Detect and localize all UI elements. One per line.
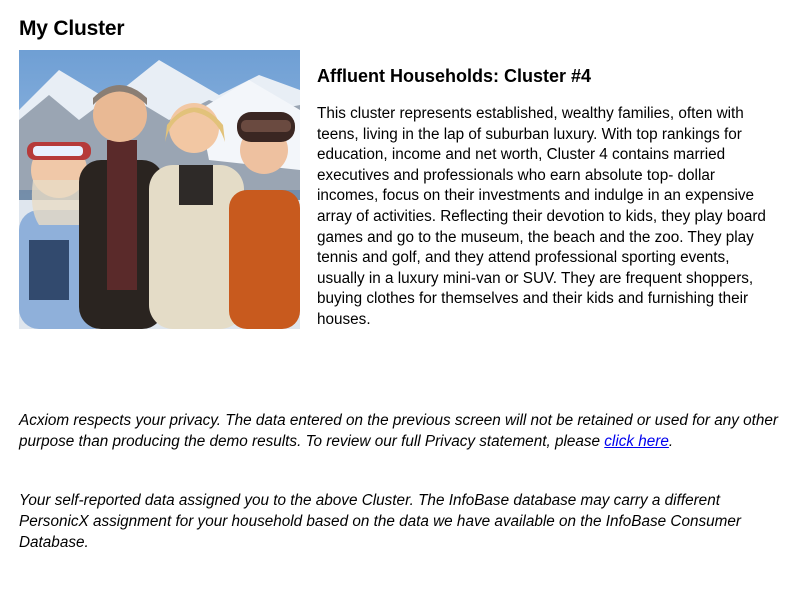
- privacy-notice: [19, 410, 779, 452]
- privacy-text: Acxiom respects your privacy. The data entered on the previous screen will not be retained or used for any other purpose than producing the demo results. To review our full Privacy statement, please: [19, 412, 779, 450]
- family-photo-icon: [19, 50, 300, 329]
- cluster-title: Affluent Households: Cluster #4: [317, 66, 592, 86]
- assignment-notice: Your self-reported data assigned you to the above Cluster. The InfoBase database may carry a different PersonicX assignment for your household based on the data we have available on the InfoBase Consumer Database.: [19, 492, 741, 551]
- privacy-link[interactable]: click here: [604, 433, 669, 450]
- cluster-description: This cluster represents established, wealthy families, often with teens, living in the lap of suburban luxury. With top rankings for education, income and net worth, Cluster 4 contains married executives and professionals who earn absolute top- dollar incomes, focus on their investments and indulge in an expensive array of activities. Reflecting their devotion to kids, they play board games and go to the museum, the beach and the zoo. They play tennis and golf, and they attend professional sporting events, usually in a luxury mini-van or SUV. They are frequent shoppers, buying clothes for themselves and their kids and furnishing their houses.: [317, 105, 766, 328]
- page-title: My Cluster: [19, 17, 125, 40]
- privacy-text-end: .: [668, 433, 674, 450]
- family-photo: [19, 50, 300, 329]
